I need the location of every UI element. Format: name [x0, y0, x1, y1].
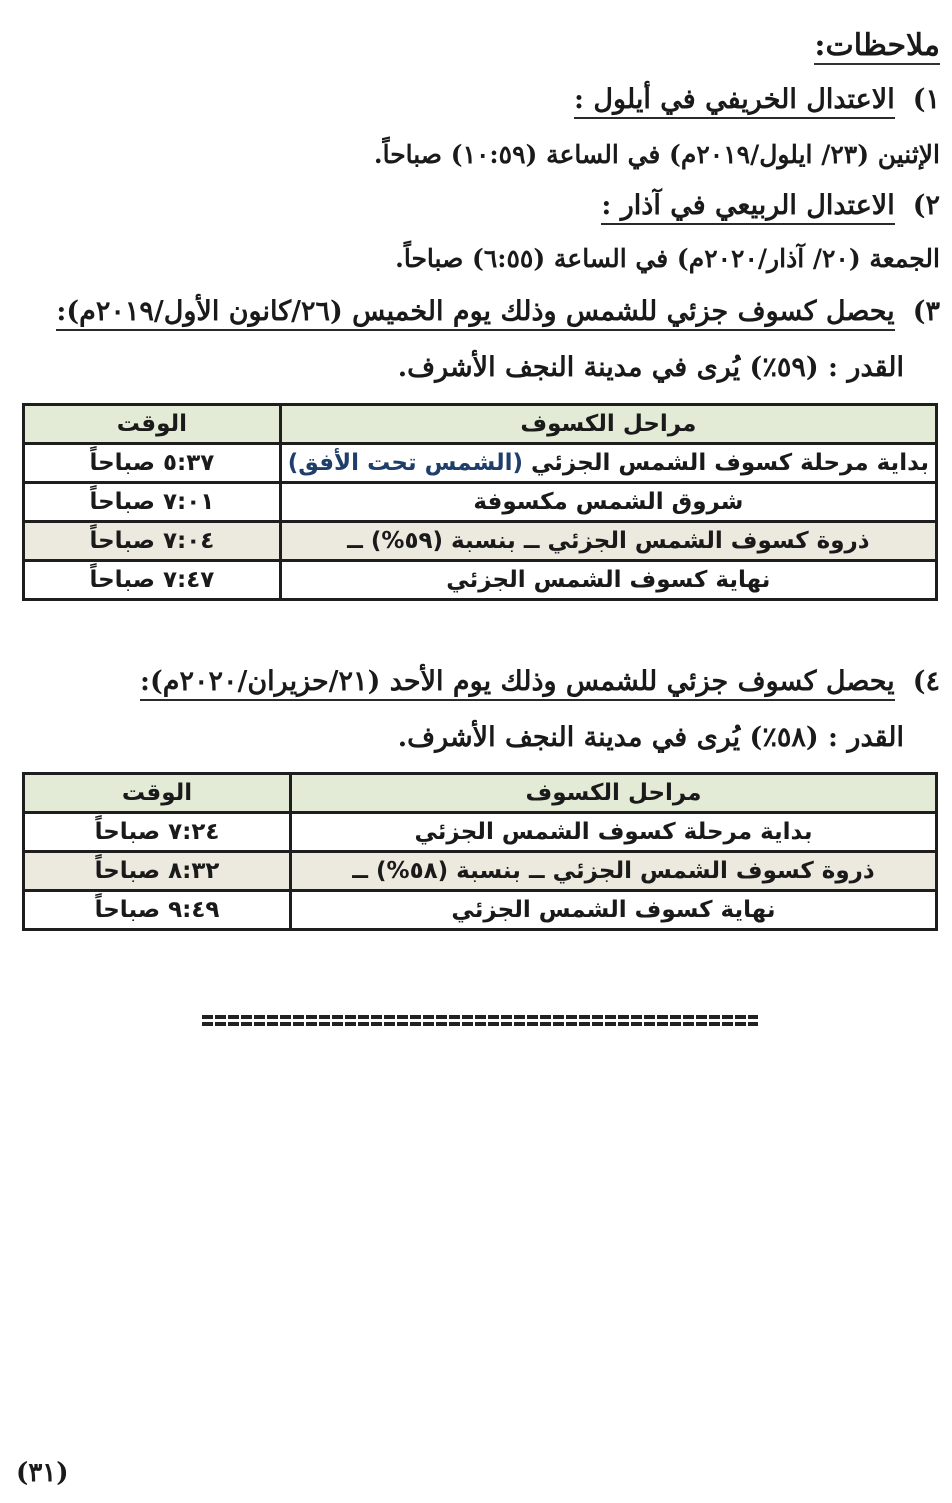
item-3-title: يحصل كسوف جزئي للشمس وذلك يوم الخميس (٢٦/كانون الأول/٢٠١٩م): — [56, 296, 894, 331]
table-row-peak — [24, 852, 937, 891]
item-2-number: ٢) — [912, 190, 940, 221]
phase-cell: ذروة كسوف الشمس الجزئي ــ بنسبة (٥٨%) ــ — [291, 852, 937, 891]
table-row-peak — [24, 522, 937, 561]
item-2-detail: الجمعة (٢٠/ آذار/٢٠٢٠م) في الساعة (٦:٥٥) صباحاً. — [395, 244, 940, 273]
header-time: الوقت — [24, 405, 281, 444]
time-cell: ٩:٤٩ صباحاً — [24, 891, 291, 930]
item-3-number: ٣) — [912, 296, 940, 327]
section-divider — [202, 1015, 758, 1028]
table-row — [24, 483, 937, 522]
item-2-title: الاعتدال الربيعي في آذار : — [601, 190, 894, 225]
item-4-magnitude: القدر : (٥٨٪) يُرى في مدينة النجف الأشرف. — [397, 722, 904, 753]
time-cell: ٧:٢٤ صباحاً — [24, 813, 291, 852]
table-row — [24, 813, 937, 852]
phase-note: (الشمس تحت الأفق) — [287, 450, 524, 476]
item-3-heading — [56, 296, 940, 327]
item-4-title: يحصل كسوف جزئي للشمس وذلك يوم الأحد (٢١/حزيران/٢٠٢٠م): — [140, 666, 895, 701]
item-3-magnitude: القدر : (٥٩٪) يُرى في مدينة النجف الأشرف. — [397, 352, 904, 383]
header-phases: مراحل الكسوف — [280, 405, 936, 444]
item-1-detail: الإثنين (٢٣/ ايلول/٢٠١٩م) في الساعة (١٠:٥٩) صباحاً. — [373, 140, 940, 169]
item-1-heading — [574, 84, 940, 115]
table-header-row — [24, 405, 937, 444]
table-row — [24, 891, 937, 930]
table-header-row — [24, 774, 937, 813]
header-phases: مراحل الكسوف — [291, 774, 937, 813]
time-cell: ٧:٠١ صباحاً — [24, 483, 281, 522]
time-cell: ٨:٣٢ صباحاً — [24, 852, 291, 891]
item-2-heading — [601, 190, 940, 221]
header-time: الوقت — [24, 774, 291, 813]
table-row — [24, 561, 937, 600]
eclipse-table-1 — [22, 403, 938, 601]
phase-cell: نهاية كسوف الشمس الجزئي — [291, 891, 937, 930]
phase-cell: نهاية كسوف الشمس الجزئي — [280, 561, 936, 600]
page-number: (٣١) — [16, 1458, 69, 1488]
notes-heading: ملاحظات: — [814, 28, 940, 63]
item-4-number: ٤) — [912, 666, 940, 697]
item-1-number: ١) — [912, 84, 940, 115]
phase-cell: شروق الشمس مكسوفة — [280, 483, 936, 522]
phase-cell: بداية مرحلة كسوف الشمس الجزئي — [291, 813, 937, 852]
time-cell: ٥:٣٧ صباحاً — [24, 444, 281, 483]
time-cell: ٧:٤٧ صباحاً — [24, 561, 281, 600]
eclipse-table-2 — [22, 772, 938, 931]
phase-cell: ذروة كسوف الشمس الجزئي ــ بنسبة (٥٩%) ــ — [280, 522, 936, 561]
phase-cell: بداية مرحلة كسوف الشمس الجزئي (الشمس تحت الأفق) — [280, 444, 936, 483]
item-4-heading — [140, 666, 940, 697]
table-row — [24, 444, 937, 483]
time-cell: ٧:٠٤ صباحاً — [24, 522, 281, 561]
item-1-title: الاعتدال الخريفي في أيلول : — [574, 84, 895, 119]
